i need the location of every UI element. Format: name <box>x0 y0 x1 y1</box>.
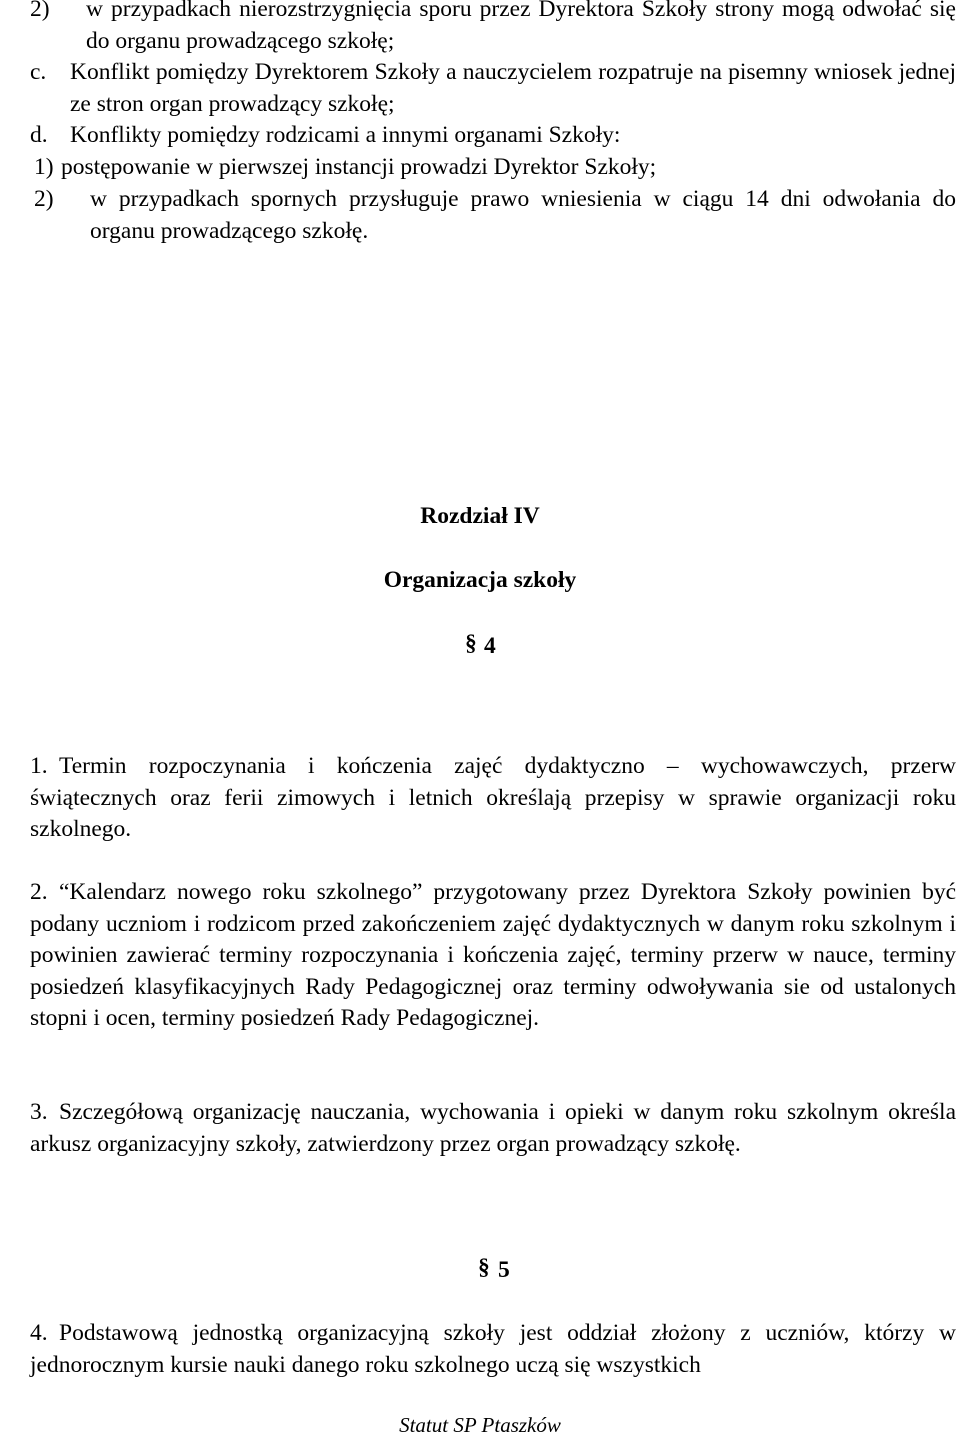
paragraph-3 <box>30 1097 956 1160</box>
paragraph-text: Termin rozpoczynania i kończenia zajęć dydaktyczno – wychowawczych, przerw świątecznych oraz ferii zimowych i letnich określają przepisy w sprawie organizacji roku szkolnego. <box>30 753 956 842</box>
list-item-c <box>30 57 956 120</box>
paragraph-number: 3. <box>30 1099 48 1125</box>
chapter-title: Organizacja szkoły <box>383 567 577 593</box>
paragraph-1 <box>30 751 956 846</box>
page-footer: Statut SP Ptaszków <box>399 1413 561 1437</box>
section-sign: § <box>465 630 477 656</box>
paragraph-text: Szczegółową organizację nauczania, wychowania i opieki w danym roku szkolnym określa arkusz organizacyjny szkoły, zatwierdzony przez organ prowadzący szkołę. <box>30 1099 956 1157</box>
list-item-d1 <box>34 152 956 184</box>
list-item-text: w przypadkach spornych przysługuje prawo wniesienia w ciągu 14 dni odwołania do organu prowadzącego szkołę. <box>90 186 956 244</box>
list-item-text: postępowanie w pierwszej instancji prowadzi Dyrektor Szkoły; <box>61 154 657 180</box>
paragraph-number: 1. <box>30 753 48 779</box>
list-item-b2 <box>30 0 956 57</box>
list-item-number: c. <box>30 59 47 85</box>
list-item-number: 1) <box>34 154 54 180</box>
list-item-number: d. <box>30 122 48 148</box>
section-sign: § <box>478 1254 490 1280</box>
paragraph-number: 4. <box>30 1320 48 1346</box>
list-item-text: Konflikty pomiędzy rodzicami a innymi organami Szkoły: <box>70 122 621 148</box>
chapter-number: Rozdział IV <box>420 503 540 529</box>
list-item-text: w przypadkach nierozstrzygnięcia sporu przez Dyrektora Szkoły strony mogą odwołać się do organu prowadzącego szkołę; <box>86 0 956 54</box>
list-item-d2 <box>34 184 956 247</box>
list-item-number: 2) <box>34 186 54 212</box>
section-number: 5 <box>498 1257 510 1283</box>
list-item-d <box>30 120 956 152</box>
list-item-text: Konflikt pomiędzy Dyrektorem Szkoły a nauczycielem rozpatruje na pisemny wniosek jednej ze stron organ prowadzący szkołę; <box>70 59 956 117</box>
paragraph-4 <box>30 1318 956 1381</box>
paragraph-2 <box>30 877 956 1035</box>
paragraph-text: “Kalendarz nowego roku szkolnego” przygotowany przez Dyrektora Szkoły powinien być podany uczniom i rodzicom przed zakończeniem zajęć dydaktycznych w danym roku szkolnym i powinien zawierać terminy rozpoczynania i kończenia zajęć, terminy przerw w nauce, terminy posiedzeń klasyfikacyjnych Rady Pedagogicznej oraz terminy odwoływania sie od ustalonych stopni i ocen, terminy posiedzeń Rady Pedagogicznej. <box>30 879 956 1031</box>
list-item-number: 2) <box>30 0 50 22</box>
section-number: 4 <box>484 633 496 659</box>
paragraph-text: Podstawową jednostką organizacyjną szkoły jest oddział złożony z uczniów, którzy w jednorocznym kursie nauki danego roku szkolnego uczą się wszystkich <box>30 1320 956 1378</box>
paragraph-number: 2. <box>30 879 48 905</box>
